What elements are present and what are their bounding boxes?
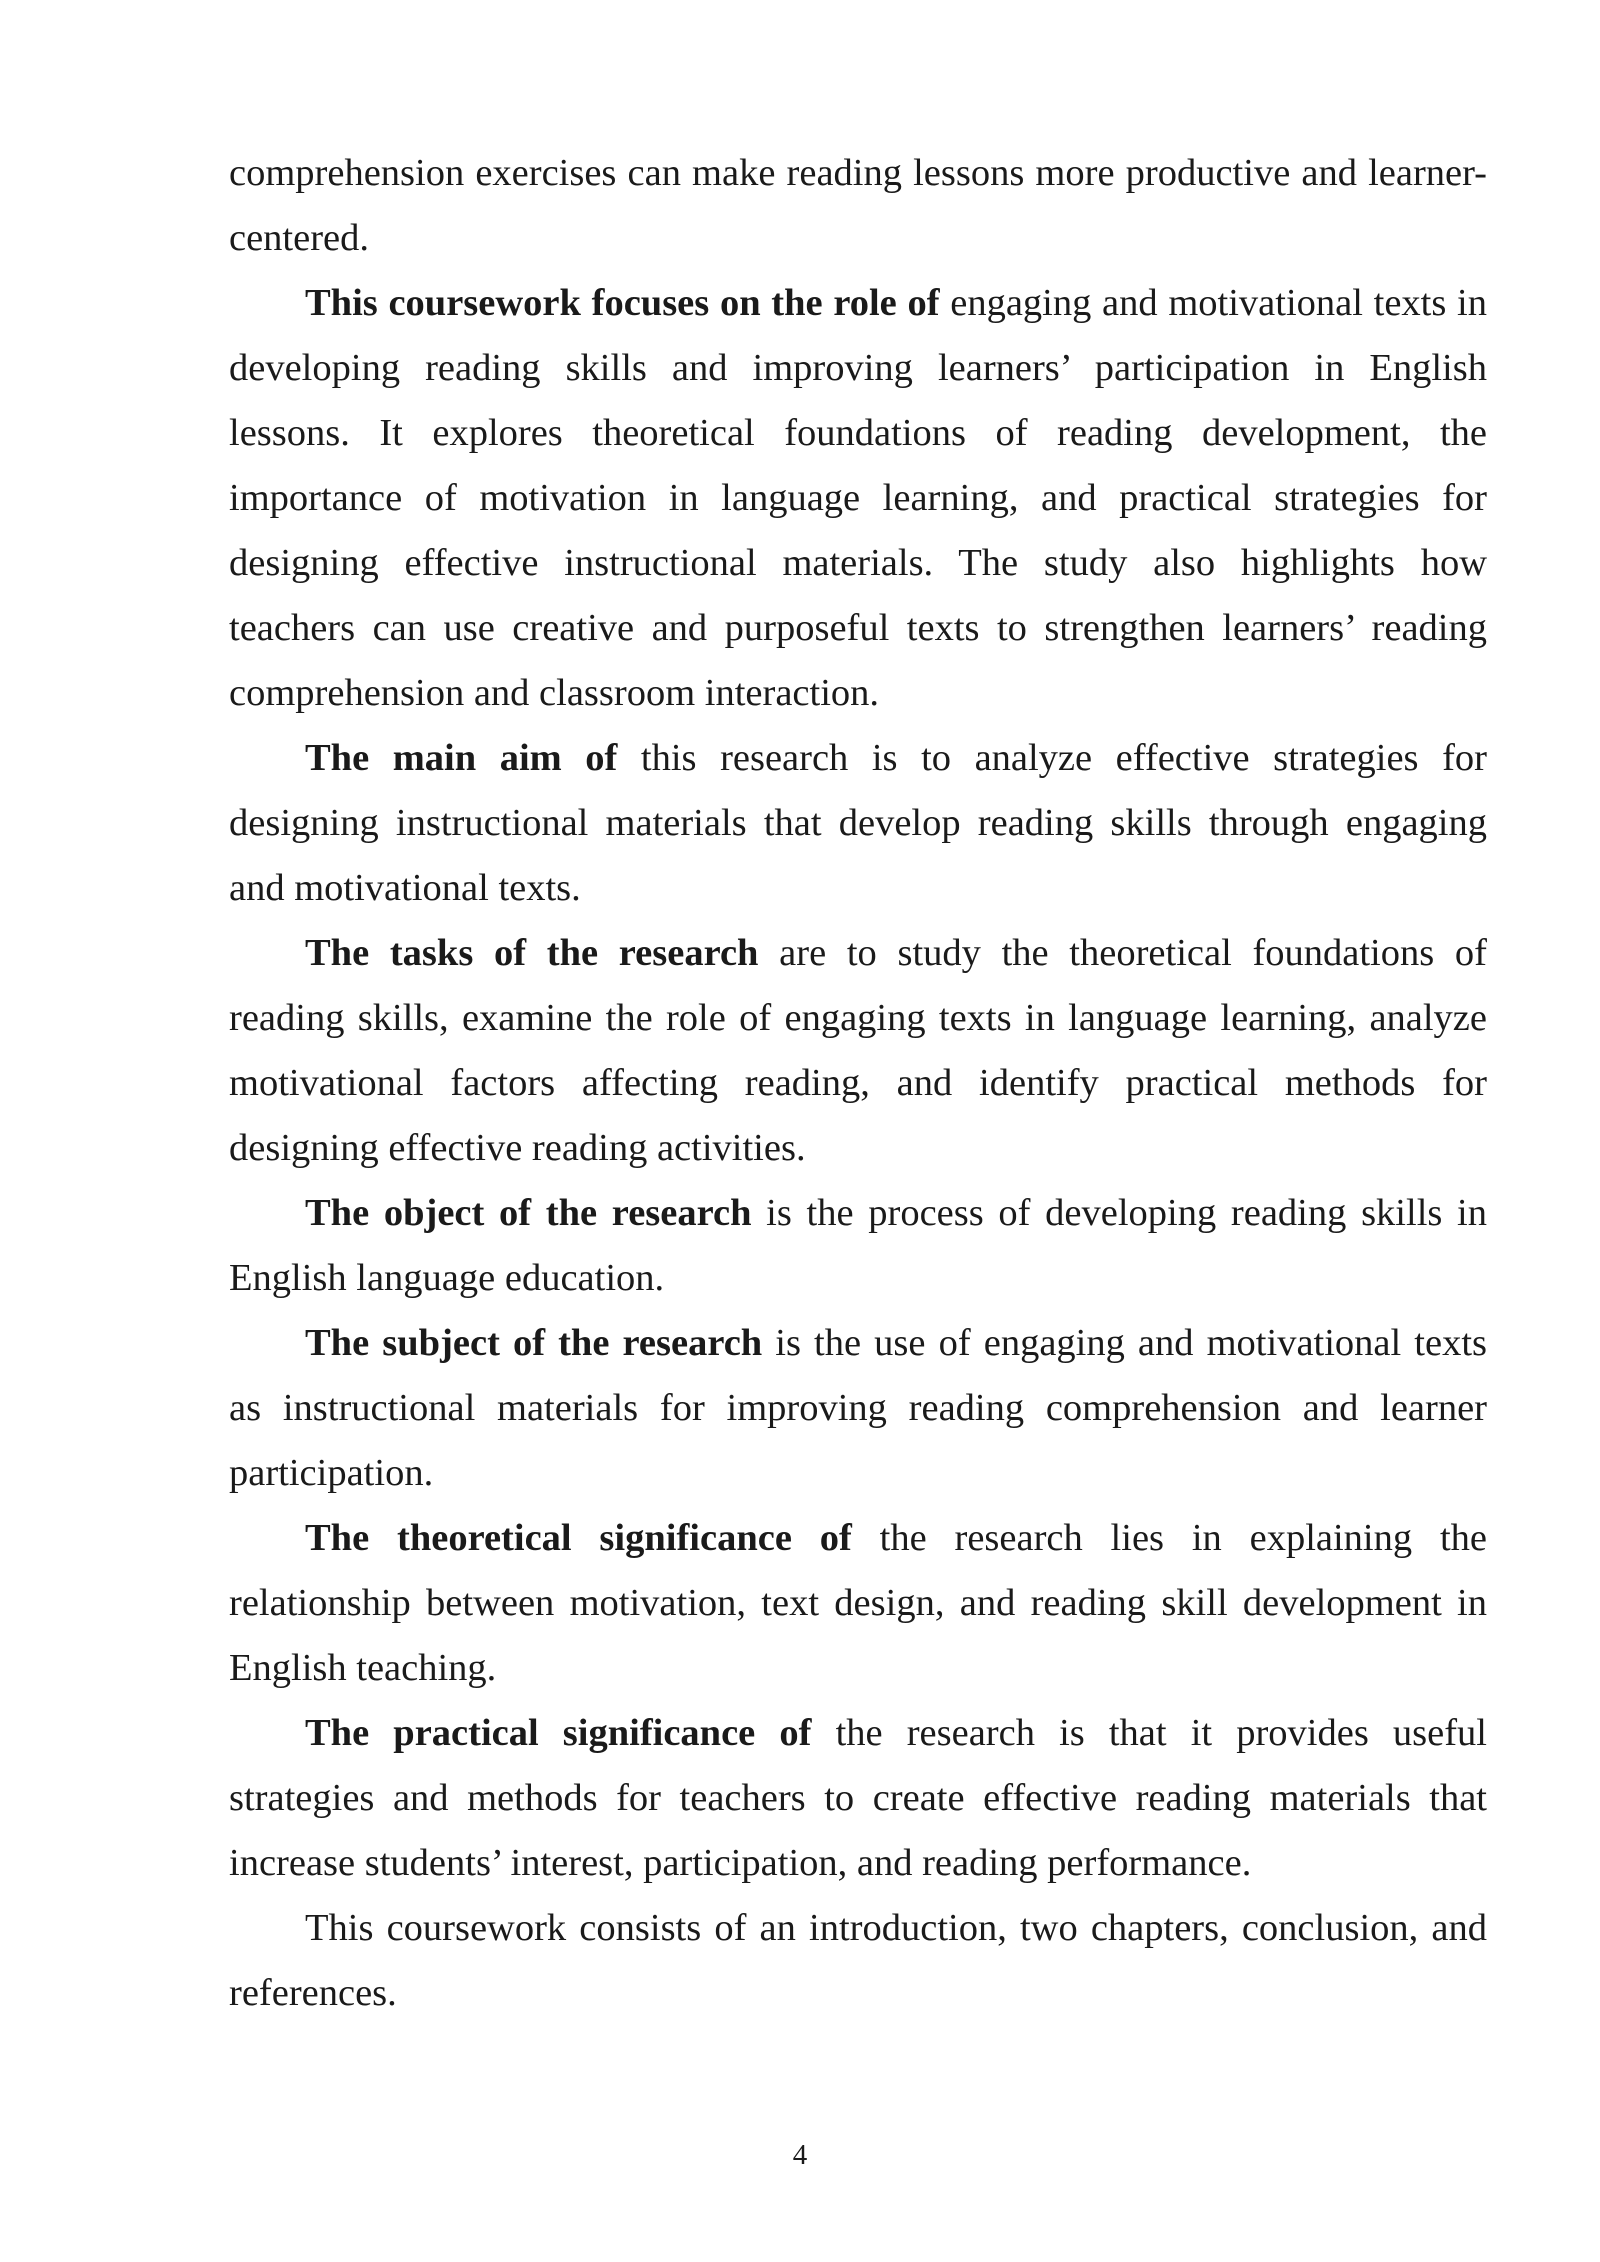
paragraph-lead: The main aim of — [305, 737, 618, 779]
paragraph-theoretical-significance — [229, 1506, 1487, 1701]
paragraph-text: are to study the theoretical foundations of reading skills, examine the role of engaging texts in language learning, analyze motivational factors affecting reading, and identify practical methods for designing effective reading activities. — [229, 932, 1487, 1169]
body-text — [229, 141, 1487, 2026]
paragraph-lead: The subject of the research — [305, 1322, 763, 1364]
paragraph-text: is the process of developing reading skills in English language education. — [229, 1192, 1488, 1299]
paragraph-structure — [229, 1896, 1487, 2026]
paragraph-continuation — [229, 141, 1487, 271]
paragraph-main-aim — [229, 726, 1487, 921]
paragraph-text: the research is that it provides useful strategies and methods for teachers to create effective reading materials that increase students’ interest, participation, and reading performance. — [229, 1712, 1487, 1884]
paragraph-text: this research is to analyze effective strategies for designing instructional materials that develop reading skills through engaging and motivational texts. — [229, 737, 1487, 909]
paragraph-lead: The practical significance of — [305, 1712, 812, 1754]
paragraph-text: This coursework consists of an introduction, two chapters, conclusion, and references. — [229, 1907, 1487, 2014]
paragraph-lead: The tasks of the research — [305, 932, 759, 974]
paragraph-tasks — [229, 921, 1487, 1181]
paragraph-coursework-focus — [229, 271, 1487, 726]
paragraph-lead: The object of the research — [305, 1192, 752, 1234]
paragraph-text: comprehension exercises can make reading lessons more productive and learner-centered. — [229, 152, 1487, 259]
paragraph-subject — [229, 1311, 1487, 1506]
paragraph-text: the research lies in explaining the relationship between motivation, text design, and reading skill development in English teaching. — [229, 1517, 1487, 1689]
paragraph-object — [229, 1181, 1487, 1311]
paragraph-text: is the use of engaging and motivational texts as instructional materials for improving reading comprehension and learner participation. — [229, 1322, 1488, 1494]
paragraph-lead: The theoretical significance of — [305, 1517, 852, 1559]
paragraph-text: engaging and motivational texts in developing reading skills and improving learners’ participation in English lessons. It explores theoretical foundations of reading development, the importance of motivation in language learning, and practical strategies for designing effective instructional materials. The study also highlights how teachers can use creative and purposeful texts to strengthen learners’ reading comprehension and classroom interaction. — [229, 282, 1487, 714]
paragraph-lead: This coursework focuses on the role of — [305, 282, 940, 324]
page-number: 4 — [792, 2139, 808, 2171]
paragraph-practical-significance — [229, 1701, 1487, 1896]
